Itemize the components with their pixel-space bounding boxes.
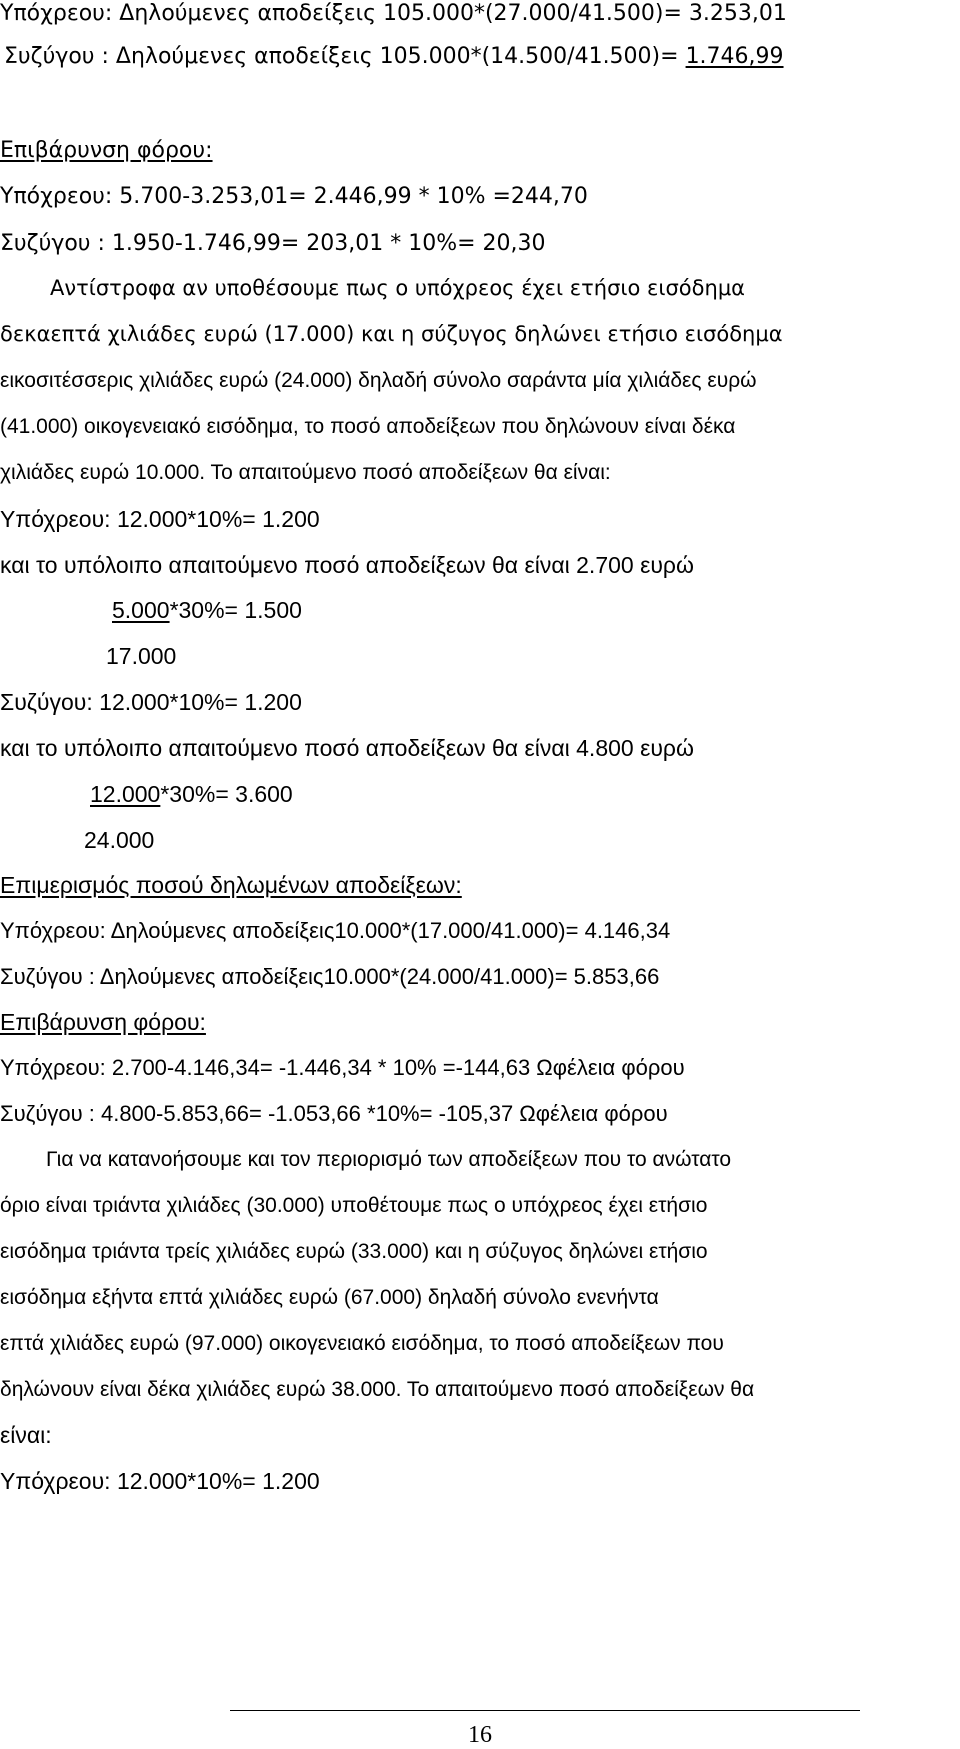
text-line: Υπόχρεου: Δηλούμενες αποδείξεις 105.000*(27.000/41.500)= 3.253,01 [0,1,787,26]
text-line: Συζύγου : Δηλούμενες αποδείξεις10.000*(24.000/41.000)= 5.853,66 [0,964,660,989]
text-line: Συζύγου : Δηλούμενες αποδείξεις 105.000*(14.500/41.500)= 1.746,99 [4,44,784,69]
text-line: όριο είναι τριάντα χιλιάδες (30.000) υποθέτουμε πως ο υπόχρεος έχει ετήσιο [0,1194,708,1217]
text-line: είναι: [0,1422,52,1448]
text-line: Για να κατανοήσουμε και τον περιορισμό των αποδείξεων που το ανώτατο [46,1148,732,1171]
section-heading: Επιβάρυνση φόρου: [0,1009,206,1035]
text-line: 12.000*30%= 3.600 [90,781,293,807]
text-line: Υπόχρεου: 12.000*10%= 1.200 [0,1468,320,1494]
section-heading: Επιμερισμός ποσού δηλωμένων αποδείξεων: [0,872,462,898]
text-line: δηλώνουν είναι δέκα χιλιάδες ευρώ 38.000. Το απαιτούμενο ποσό αποδείξεων θα [0,1378,755,1401]
footer-rule [230,1710,860,1711]
text-line: 5.000*30%= 1.500 [112,597,302,623]
text-line: Συζύγου: 12.000*10%= 1.200 [0,689,302,715]
text-line: (41.000) οικογενειακό εισόδημα, το ποσό αποδείξεων που δηλώνουν είναι δέκα [0,415,736,438]
page-number: 16 [468,1722,492,1748]
text-line: εισόδημα τριάντα τρείς χιλιάδες ευρώ (33.000) και η σύζυγος δηλώνει ετήσιο [0,1240,708,1263]
text-line: επτά χιλιάδες ευρώ (97.000) οικογενειακό εισόδημα, το ποσό αποδείξεων που [0,1332,724,1355]
text-line: Υπόχρεου: Δηλούμενες αποδείξεις10.000*(17.000/41.000)= 4.146,34 [0,918,671,943]
text-line: δεκαεπτά χιλιάδες ευρώ (17.000) και η σύζυγος δηλώνει ετήσιο εισόδημα [0,322,783,346]
section-heading: Επιβάρυνση φόρου: [0,138,213,163]
text-line: Συζύγου : 4.800-5.853,66= -1.053,66 *10%= -105,37 Ωφέλεια φόρου [0,1101,668,1126]
text-line: εισόδημα εξήντα επτά χιλιάδες ευρώ (67.000) δηλαδή σύνολο ενενήντα [0,1286,659,1309]
text-line: εικοσιτέσσερις χιλιάδες ευρώ (24.000) δηλαδή σύνολο σαράντα μία χιλιάδες ευρώ [0,369,757,392]
text-line: Υπόχρεου: 5.700-3.253,01= 2.446,99 * 10% =244,70 [0,184,588,209]
text-line: χιλιάδες ευρώ 10.000. Το απαιτούμενο ποσό αποδείξεων θα είναι: [0,461,611,484]
text-line: Αντίστροφα αν υποθέσουμε πως ο υπόχρεος έχει ετήσιο εισόδημα [50,276,746,300]
text-line: 17.000 [106,643,177,669]
text-line: Υπόχρεου: 12.000*10%= 1.200 [0,506,320,532]
text-line: και το υπόλοιπο απαιτούμενο ποσό αποδείξεων θα είναι 4.800 ευρώ [0,735,694,761]
text-line: και το υπόλοιπο απαιτούμενο ποσό αποδείξεων θα είναι 2.700 ευρώ [0,552,694,578]
text-line: Υπόχρεου: 2.700-4.146,34= -1.446,34 * 10% =-144,63 Ωφέλεια φόρου [0,1055,685,1080]
text-line: 24.000 [84,827,155,853]
text-line: Συζύγου : 1.950-1.746,99= 203,01 * 10%= 20,30 [0,231,546,256]
